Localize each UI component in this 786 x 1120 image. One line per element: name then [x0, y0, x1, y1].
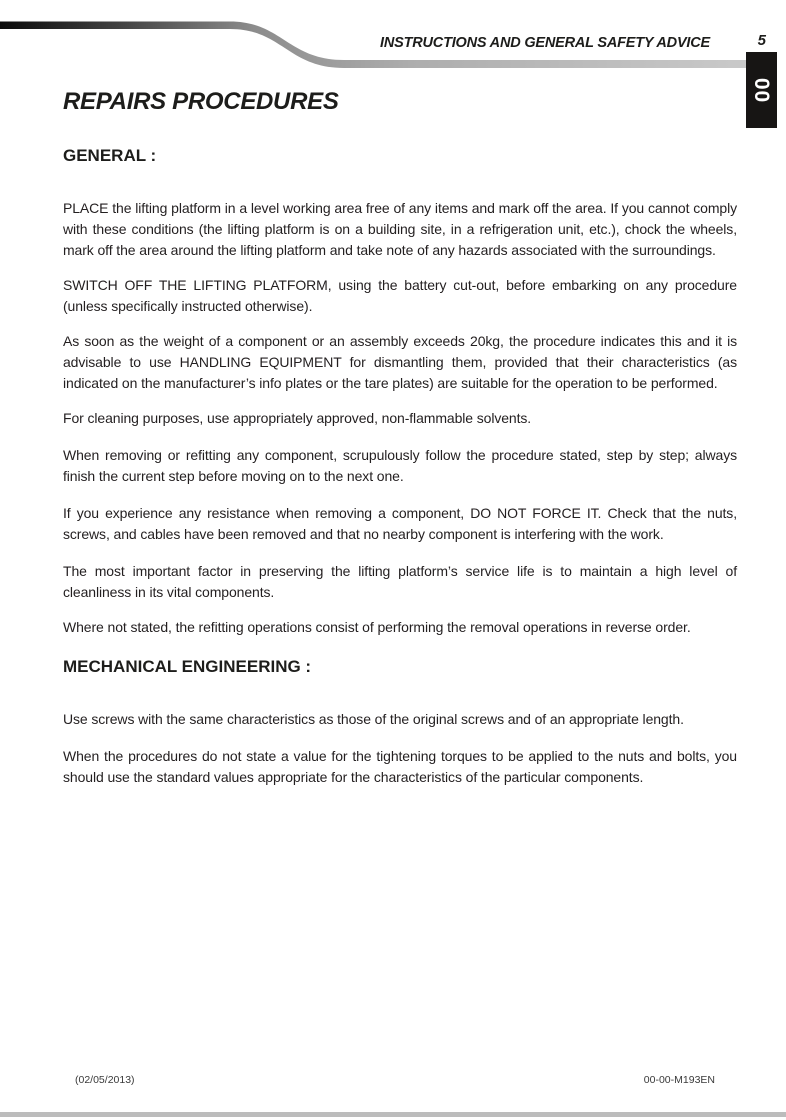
body-paragraph: As soon as the weight of a component or an assembly exceeds 20kg, the procedure indicates this and it is advisable to use HANDLING EQUIPMENT for dismantling them, provided that their characteristics (as indicated on the manufacturer’s info plates or the tare plates) are suitable for the operation to be performed.	[63, 333, 737, 391]
page-number: 5	[757, 32, 766, 49]
body-paragraph: For cleaning purposes, use appropriately approved, non-flammable solvents.	[63, 410, 532, 426]
page-content	[63, 88, 737, 788]
footer-doc-ref: 00-00-M193EN	[643, 1074, 715, 1086]
bottom-bar	[0, 1112, 786, 1117]
body-paragraph: SWITCH OFF THE LIFTING PLATFORM, using the battery cut-out, before embarking on any procedure (unless specifically instructed otherwise).	[63, 277, 737, 314]
chapter-tab	[746, 52, 777, 128]
page-title: REPAIRS PROCEDURES	[63, 88, 339, 115]
header-title: INSTRUCTIONS AND GENERAL SAFETY ADVICE	[380, 35, 710, 51]
body-paragraph: The most important factor in preserving the lifting platform’s service life is to maintain a high level of cleanliness in its vital components.	[63, 563, 737, 600]
chapter-tab-label: 00	[749, 77, 773, 103]
body-paragraph: When the procedures do not state a value for the tightening torques to be applied to the nuts and bolts, you should use the standard values appropriate for the characteristics of the particular components.	[63, 748, 737, 785]
body-paragraph: When removing or refitting any component, scrupulously follow the procedure stated, step by step; always finish the current step before moving on to the next one.	[63, 447, 737, 484]
page-footer	[0, 1074, 786, 1088]
body-paragraph: Use screws with the same characteristics as those of the original screws and of an appropriate length.	[63, 711, 684, 727]
body-paragraph: PLACE the lifting platform in a level working area free of any items and mark off the area. If you cannot comply with these conditions (the lifting platform is on a building site, in a refrigeration unit, etc.), chock the wheels, mark off the area around the lifting platform and take note of any hazards associated with the surroundings.	[63, 200, 737, 258]
footer-date: (02/05/2013)	[75, 1074, 135, 1086]
body-paragraph: Where not stated, the refitting operations consist of performing the removal operations in reverse order.	[63, 619, 691, 635]
section-heading-general: GENERAL :	[63, 146, 157, 165]
section-heading-mechanical: MECHANICAL ENGINEERING :	[63, 657, 312, 676]
body-paragraph: If you experience any resistance when removing a component, DO NOT FORCE IT. Check that the nuts, screws, and cables have been removed and that no nearby component is interfering with the work.	[63, 505, 737, 542]
